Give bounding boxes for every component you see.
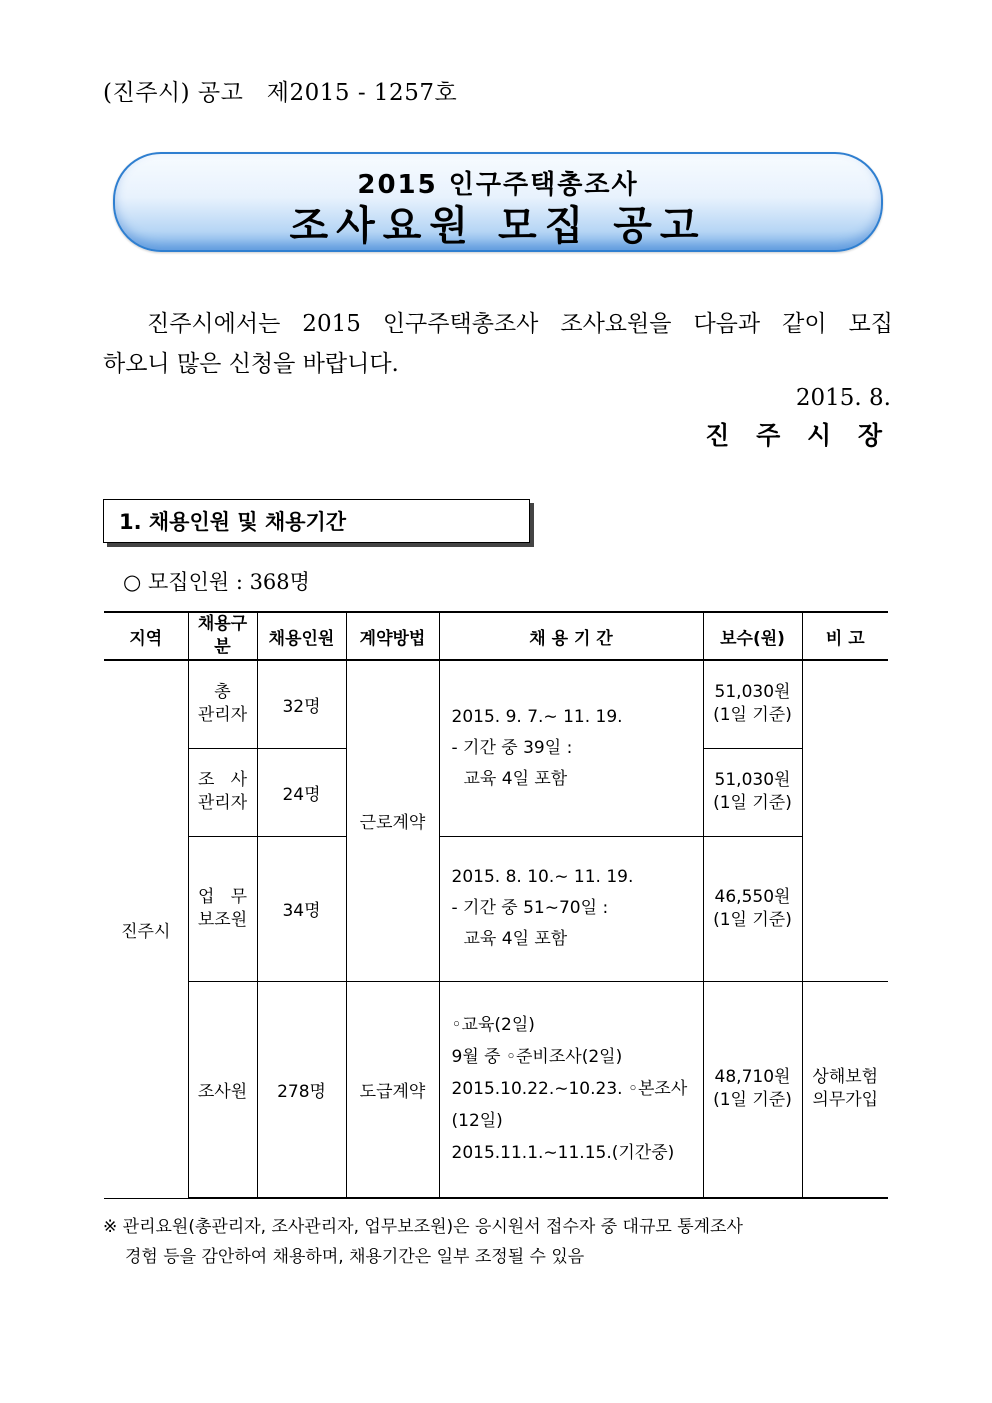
title-subtitle: 2015 인구주택총조사	[357, 170, 639, 200]
title-main: 조사요원 모집 공고	[289, 203, 707, 249]
recruit-total: ○ 모집인원 : 368명	[123, 570, 310, 594]
header-headcount: 채용인원	[257, 612, 346, 660]
pay-cell	[703, 748, 802, 836]
category-cell: 조 사 관리자	[188, 748, 257, 836]
headcount-cell: 278명	[257, 981, 346, 1198]
period-line: ◦교육(2일)	[451, 1015, 535, 1036]
header-contract: 계약방법	[346, 612, 439, 660]
title-banner	[113, 152, 883, 252]
pay-amount: 46,550원	[714, 886, 791, 907]
header-category: 채용구 분	[188, 612, 257, 660]
table-row	[104, 981, 888, 1198]
table-row	[104, 836, 888, 981]
pay-cell	[703, 836, 802, 981]
header-pay: 보수(원)	[703, 612, 802, 660]
headcount-cell: 24명	[257, 748, 346, 836]
recruitment-table	[104, 611, 888, 1199]
headcount-cell: 34명	[257, 836, 346, 981]
period-line: - 기간 중 39일 :	[451, 737, 573, 758]
period-cell	[439, 981, 703, 1198]
region-cell: 진주시	[104, 660, 188, 1198]
category-cell: 업 무 보조원	[188, 836, 257, 981]
issuer-signature: 진 주 시 장	[705, 421, 891, 450]
pay-amount: 51,030원	[714, 770, 791, 790]
notice-date: 2015. 8.	[795, 385, 891, 411]
note-cell: 상해보험 의무가입	[802, 981, 888, 1198]
pay-cell	[703, 981, 802, 1198]
category-cell: 총 관리자	[188, 660, 257, 748]
period-line: 9월 중	[451, 1047, 501, 1068]
period-cell	[439, 660, 703, 836]
headcount-cell: 32명	[257, 660, 346, 748]
section-heading: 1. 채용인원 및 채용기간	[103, 499, 530, 543]
period-line: ◦준비조사(2일)	[505, 1047, 623, 1068]
header-period: 채 용 기 간	[439, 612, 703, 660]
period-line: 2015.10.22.∼10.23.	[451, 1079, 623, 1100]
period-line: 2015. 8. 10.∼ 11. 19.	[451, 867, 634, 887]
pay-amount: 51,030원	[714, 682, 791, 703]
period-line: 교육 4일 포함	[463, 929, 568, 949]
intro-paragraph	[103, 304, 893, 384]
pay-unit: (1일 기준)	[713, 793, 792, 813]
table-row	[104, 660, 888, 748]
table-header-row	[104, 612, 888, 660]
footnote-line-1: ※ 관리요원(총관리자, 조사관리자, 업무보조원)은 응시원서 접수자 중 대규모 통계조사	[103, 1217, 743, 1237]
contract-cell: 도급계약	[346, 981, 439, 1198]
pay-unit: (1일 기준)	[713, 1090, 792, 1111]
period-line: ◦본조사(12일)	[451, 1079, 688, 1132]
period-line: - 기간 중 51∼70일 :	[451, 898, 609, 918]
period-line: 교육 4일 포함	[463, 768, 568, 789]
notice-number: (진주시) 공고 제2015 - 1257호	[103, 80, 458, 106]
intro-line-1: 진주시에서는 2015 인구주택총조사 조사요원을 다음과 같이 모집	[147, 311, 893, 337]
pay-unit: (1일 기준)	[713, 909, 792, 930]
footnote-line-2: 경험 등을 감안하여 채용하며, 채용기간은 일부 조정될 수 있음	[125, 1247, 585, 1267]
pay-amount: 48,710원	[714, 1067, 791, 1088]
pay-cell	[703, 660, 802, 748]
header-note: 비 고	[802, 612, 888, 660]
category-cell: 조사원	[188, 981, 257, 1198]
period-cell	[439, 836, 703, 981]
pay-unit: (1일 기준)	[713, 705, 792, 726]
note-cell	[802, 660, 888, 981]
footnote	[103, 1212, 893, 1272]
period-line: 2015.11.1.∼11.15.(기간중)	[451, 1143, 675, 1164]
intro-line-2: 하오니 많은 신청을 바랍니다.	[103, 351, 399, 377]
header-region: 지역	[104, 612, 188, 660]
period-line: 2015. 9. 7.∼ 11. 19.	[451, 706, 623, 727]
contract-cell: 근로계약	[346, 660, 439, 981]
